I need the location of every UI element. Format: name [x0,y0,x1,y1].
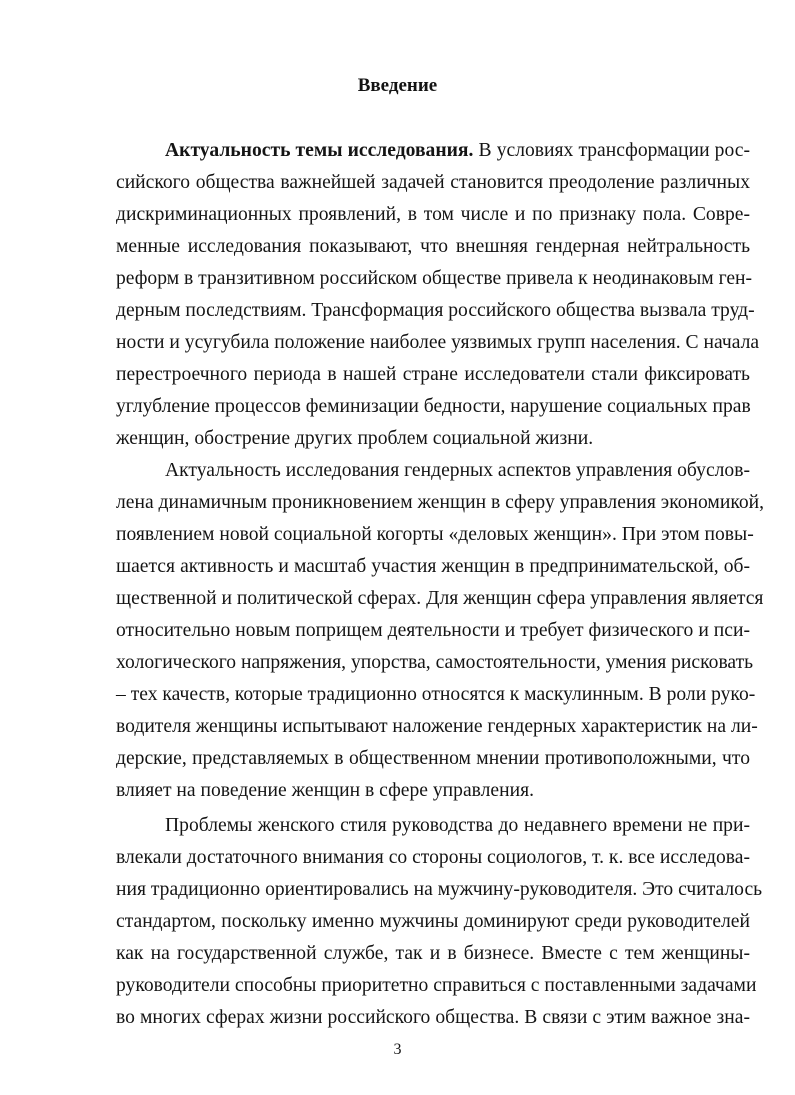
paragraph-1-line-1 [165,138,750,164]
text-line: лена динамичным проникновением женщин в сферу управления экономикой, [116,492,765,513]
text-line: влияет на поведение женщин в сфере управления. [116,780,535,801]
text-line: женщин, обострение других проблем социальной жизни. [116,428,594,449]
text-line: влекали достаточного внимания со стороны социологов, т. к. все исследова- [116,847,750,868]
text-line: – тех качеств, которые традиционно относятся к маскулинным. В роли руко- [116,684,756,705]
paragraph-lead: Актуальность темы исследования. [165,140,474,161]
text-line: шается активность и масштаб участия женщин в предпринимательской, об- [116,556,750,577]
text-line: во многих сферах жизни российского общества. В связи с этим важное зна- [116,1007,750,1028]
text-line: щественной и политической сферах. Для женщин сфера управления является [116,588,764,609]
text-line: руководители способны приоритетно справиться с поставленными задачами [116,975,757,996]
text-line: менные исследования показывают, что внешняя гендерная нейтральность [116,236,750,257]
text-line: перестроечного периода в нашей стране исследователи стали фиксировать [116,364,750,385]
text-line: ния традиционно ориентировались на мужчину-руководителя. Это считалось [116,879,763,900]
text-line: стандартом, поскольку именно мужчины доминируют среди руководителей [116,911,750,932]
text-line: Проблемы женского стиля руководства до недавнего времени не при- [165,815,750,836]
page-number: 3 [393,1041,402,1058]
text-line: появлением новой социальной когорты «деловых женщин». При этом повы- [116,524,754,545]
text-line: относительно новым поприщем деятельности и требует физического и пси- [116,620,750,641]
text-line: дерские, представляемых в общественном мнении противоположными, что [116,748,750,769]
text-line: В условиях трансформации рос- [473,140,750,161]
text-line: углубление процессов феминизации бедности, нарушение социальных прав [116,396,751,417]
section-title: Введение [357,75,438,96]
text-line: реформ в транзитивном российском обществе привела к неодинаковым ген- [116,268,753,289]
text-line: как на государственной службе, так и в бизнесе. Вместе с тем женщины- [116,943,750,964]
text-line: сийского общества важнейшей задачей становится преодоление различных [116,172,750,193]
text-line: дерным последствиям. Трансформация российского общества вызвала труд- [116,300,755,321]
text-line: дискриминационных проявлений, в том числе и по признаку пола. Совре- [116,204,750,225]
text-line: хологического напряжения, упорства, самостоятельности, умения рисковать [116,652,754,673]
text-line: ности и усугубила положение наиболее уязвимых групп населения. С начала [116,332,760,353]
text-line: водителя женщины испытывают наложение гендерных характеристик на ли- [116,716,758,737]
text-line: Актуальность исследования гендерных аспектов управления обуслов- [165,460,750,481]
